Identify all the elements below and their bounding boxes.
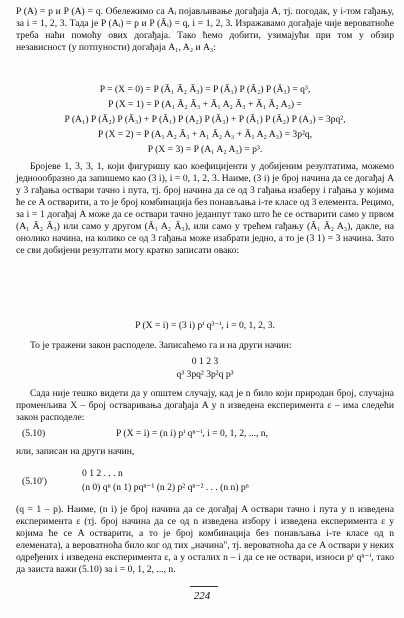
equation-label: (5.10) — [22, 428, 46, 439]
equation-p0: P = (X = 0) = P (Ā₁ Ā₂ Ā₃) = P (Ā₁) P (Ā₂) P (Ā₃) = q³, — [99, 84, 311, 95]
coefficients-paragraph: Бројеве 1, 3, 3, 1, који фигуришу као коефицијенти у добијеним резултатима, можемо једноообразно да запишемо као (3 i), i = 0, 1, 2, 3. Наиме, (3 i) је број начина да се догађај A у 3 гађања оствари тачно i пута, тј. број начина да се од 3 гађања изаберу i гађања у којима ће се A остварити, а то је број комбинација без понављања i-те класе од 3 елемента. Рецимо, за i = 1 догађај A може да се оствари тачно једанпут тако што ће се остварити само у првом (A₁ Ā₂ Ā₃) или само у другом (Ā₁ A₂ Ā₃), или само у трећем гађању (Ā₁ Ā₂ A₃), дакле, на онолико начина, на колико се од 3 гађања може изабрати једно, а то је (3 1) = 3 начина. Зато се сви добијени резултати могу кратко записати овако: — [16, 161, 394, 256]
equation-body: P (X = i) = (n i) pⁱ qⁿ⁻ⁱ, i = 0, 1, 2, ..., n, — [116, 428, 269, 439]
page-number: 224 — [193, 590, 211, 602]
equation-p1-b: P (A₁) P (Ā₂) P (Ā₃) + P (Ā₁) P (A₂) P (Ā₃) + P (Ā₁) P (Ā₂) P (A₃) = 3pq², — [64, 114, 346, 125]
equation-p2: P (X = 2) = P (A₁ A₂ Ā₃ + A₁ Ā₂ A₃ + Ā₁ A₂ A₃) = 3p²q, — [97, 129, 313, 140]
distribution-paragraph: То је тражени закон расподеле. Записаћемо га и на други начин: — [30, 340, 292, 351]
equation-p3: P (X = 3) = P (A₁ A₂ A₃) = p³. — [147, 144, 263, 155]
page-number-rule — [190, 586, 218, 587]
equation-label: (5.10') — [22, 476, 47, 487]
intro-paragraph: P (A) = p и P (A) = q. Обележимо са Aᵢ појављивање догађаја A, тј. погодак, у i-том гађању, за i = 1, 2, 3. Тада је P (Aᵢ) = p и P (Āᵢ) = q, i = 1, 2, 3. Изражавамо догађаје чије вероватноће треба наћи помоћу ових догађаја. Тако ћемо добити, узимајући при том у обзир независност (у потпуности) догађаја A₁, A₂ и A₃: — [16, 6, 394, 53]
general-case-paragraph: Сада није тешко видети да у општем случају, кад је n било који природан број, случајна променљива X – број остваривања догађаја A у n изведена експеримента ε – има следећи закон расподеле: — [16, 388, 394, 423]
matrix-row-probabilities: q³ 3pq² 3p²q p³ — [176, 369, 234, 380]
equation-p1-a: P (X = 1) = P (A₁ Ā₂ Ā₃ + Ā₁ A₂ Ā₃ + Ā₁ Ā₂ A₃) = — [108, 99, 302, 110]
matrix-row-values: 0 1 2 3 — [191, 356, 219, 367]
equation-5-10-prime — [16, 468, 394, 498]
equation-row-probabilities: (n 0) qⁿ (n 1) pqⁿ⁻¹ (n 2) p² qⁿ⁻² . . . (n n) pⁿ — [82, 482, 249, 493]
equation-row-values: 0 1 2 . . . n — [82, 468, 123, 479]
explanation-paragraph: (q = 1 – p). Наиме, (n i) је број начина да се догађај A оствари тачно i пута у n изведена експеримента ε (тј. број начина да се од n изведена избору i изведена експеримента ε у којима ће се A остварити, а то је број комбинација без понављања i-те класе од n елемената), а вероватноћа било ког од тих „начина", тј. вероватноћа да се A оствари у неких одређених i изведена експеримента ε, а у осталих n – i да се не оствари, износи pⁱ qⁿ⁻ⁱ, тако да заиста важи (5.10) за i = 0, 1, 2, ..., n. — [16, 504, 394, 575]
equation-pxi: P (X = i) = (3 i) pⁱ q³⁻ⁱ, i = 0, 1, 2, 3. — [135, 320, 275, 331]
alternate-form-text: или, записан на други начин, — [16, 446, 135, 457]
